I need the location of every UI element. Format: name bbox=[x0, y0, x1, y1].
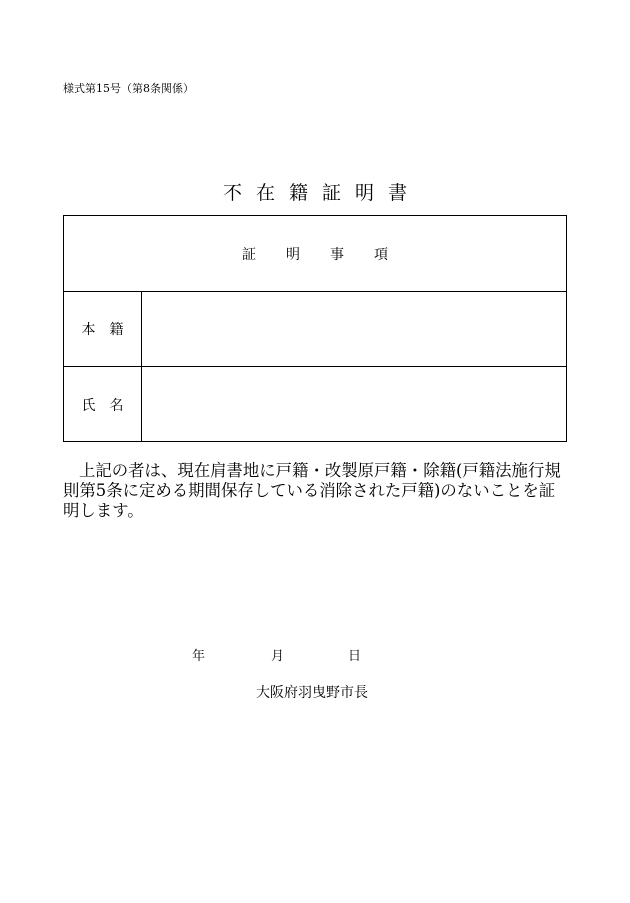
table-row-name bbox=[64, 367, 566, 442]
issuer-name: 大阪府羽曳野市長 bbox=[256, 685, 368, 701]
form-number: 様式第15号（第8条関係） bbox=[63, 82, 194, 95]
document-title: 不在籍証明書 bbox=[222, 182, 421, 204]
table-header bbox=[64, 216, 566, 292]
domicile-label: 本籍 bbox=[64, 292, 142, 366]
certification-statement: 上記の者は、現在肩書地に戸籍・改製原戸籍・除籍(戸籍法施行規則第5条に定める期間保存している消除された戸籍)のないことを証明します。 bbox=[63, 461, 561, 520]
name-value[interactable] bbox=[142, 367, 566, 442]
certificate-table bbox=[63, 215, 567, 442]
domicile-value[interactable] bbox=[142, 292, 566, 366]
table-header-label: 証明事項 bbox=[242, 246, 418, 263]
name-label: 氏名 bbox=[64, 367, 142, 442]
table-row-domicile bbox=[64, 292, 566, 367]
date-day-label: 日 bbox=[348, 649, 362, 664]
date-year-label: 年 bbox=[192, 649, 206, 664]
date-month-label: 月 bbox=[271, 649, 285, 664]
